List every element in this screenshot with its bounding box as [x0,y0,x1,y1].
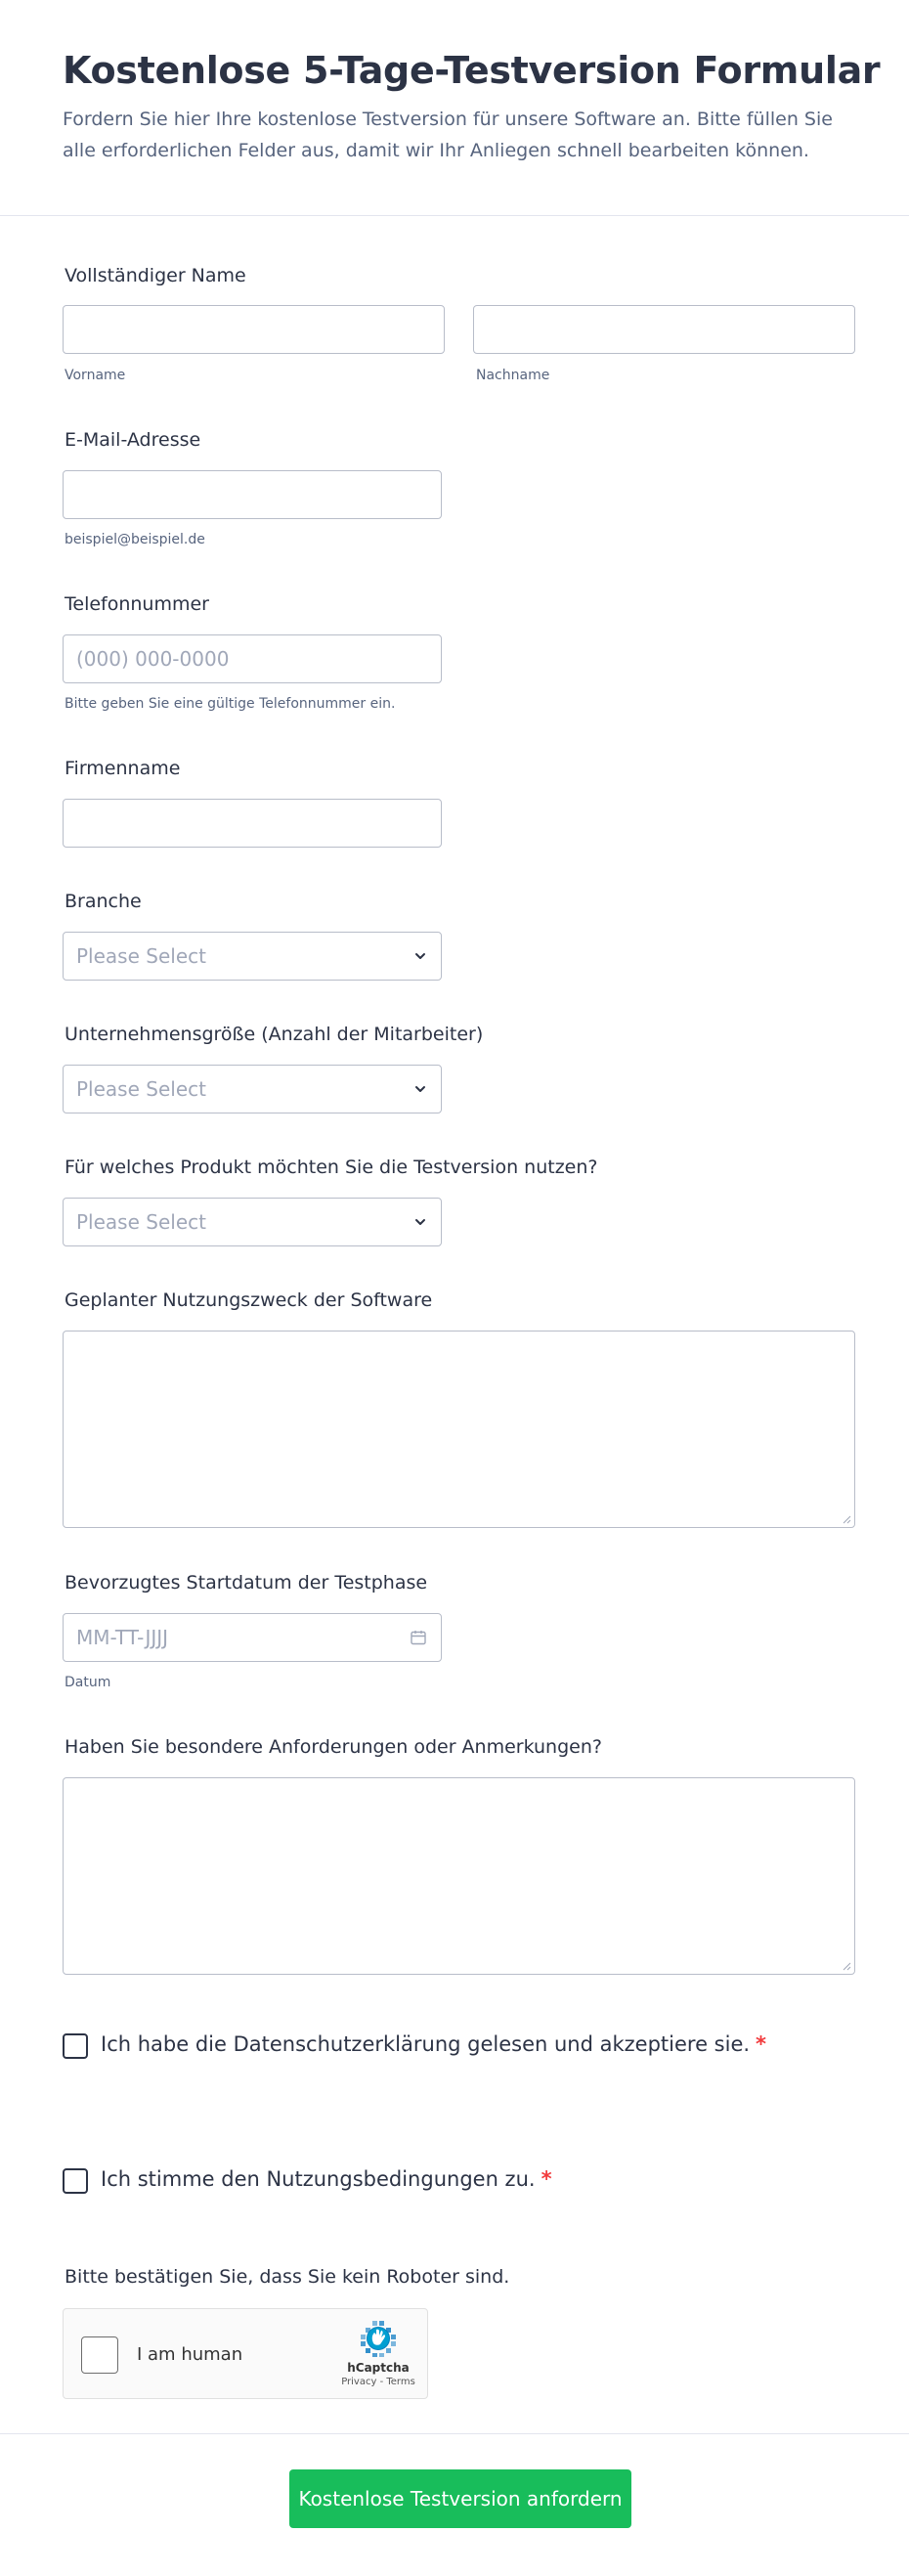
last-name-input[interactable] [473,305,855,354]
notes-label: Haben Sie besondere Anforderungen oder Anmerkungen? [65,1736,602,1758]
privacy-label: Ich habe die Datenschutzerklärung gelesen und akzeptiere sie. * [101,2032,767,2056]
phone-label: Telefonnummer [65,593,209,615]
chevron-down-icon [413,1215,427,1229]
captcha-brand: hCaptcha [347,2361,410,2375]
resize-handle-icon[interactable] [842,1961,851,1971]
captcha-links[interactable]: Privacy - Terms [341,2377,415,2387]
product-select-value: Please Select [76,1210,206,1234]
start-date-label: Bevorzugtes Startdatum der Testphase [65,1572,428,1594]
start-date-placeholder: MM-TT-JJJJ [76,1626,169,1649]
company-size-select[interactable] [63,1065,442,1113]
form-title: Kostenlose 5-Tage-Testversion Formular [63,49,881,92]
resize-handle-icon[interactable] [842,1514,851,1524]
captcha-label: Bitte bestätigen Sie, dass Sie kein Roboter sind. [65,2266,510,2288]
required-mark: * [756,2032,767,2056]
email-sublabel: beispiel@beispiel.de [65,532,205,547]
product-label: Für welches Produkt möchten Sie die Testversion nutzen? [65,1157,598,1178]
company-input[interactable] [63,799,442,848]
hcaptcha-widget [63,2308,428,2399]
chevron-down-icon [413,1082,427,1096]
full-name-label: Vollständiger Name [65,265,246,286]
company-size-select-value: Please Select [76,1077,206,1101]
industry-select[interactable] [63,932,442,981]
email-label: E-Mail-Adresse [65,429,201,451]
hcaptcha-logo-icon [359,2319,398,2358]
industry-select-value: Please Select [76,944,206,968]
privacy-consent[interactable] [63,2031,767,2059]
start-date-input[interactable] [63,1613,442,1662]
form-subtitle: Fordern Sie hier Ihre kostenlose Testversion für unsere Software an. Bitte füllen Sie alle erforderlichen Felder aus, damit wir Ihr Anliegen schnell bearbeiten können. [63,109,833,161]
notes-textarea[interactable] [63,1777,855,1975]
form-header [0,0,909,216]
captcha-text: I am human [137,2344,243,2365]
email-input[interactable] [63,470,442,519]
phone-input[interactable] [63,634,442,683]
submit-button[interactable]: Kostenlose Testversion anfordern [289,2469,631,2528]
last-name-sublabel: Nachname [476,368,550,383]
privacy-checkbox[interactable] [63,2033,88,2059]
industry-label: Branche [65,891,142,912]
chevron-down-icon [413,949,427,963]
captcha-checkbox[interactable] [81,2336,118,2374]
purpose-label: Geplanter Nutzungszweck der Software [65,1289,433,1311]
product-select[interactable] [63,1198,442,1246]
required-mark: * [541,2167,552,2191]
first-name-input[interactable] [63,305,445,354]
company-size-label: Unternehmensgröße (Anzahl der Mitarbeiter) [65,1024,484,1045]
first-name-sublabel: Vorname [65,368,126,383]
phone-sublabel: Bitte geben Sie eine gültige Telefonnummer ein. [65,696,396,712]
start-date-sublabel: Datum [65,1675,111,1690]
terms-consent[interactable] [63,2166,747,2194]
company-label: Firmenname [65,758,181,779]
terms-checkbox[interactable] [63,2168,88,2194]
calendar-icon[interactable] [410,1629,427,1646]
terms-label: Ich stimme den Nutzungsbedingungen zu. * [101,2167,552,2191]
purpose-textarea[interactable] [63,1331,855,1528]
